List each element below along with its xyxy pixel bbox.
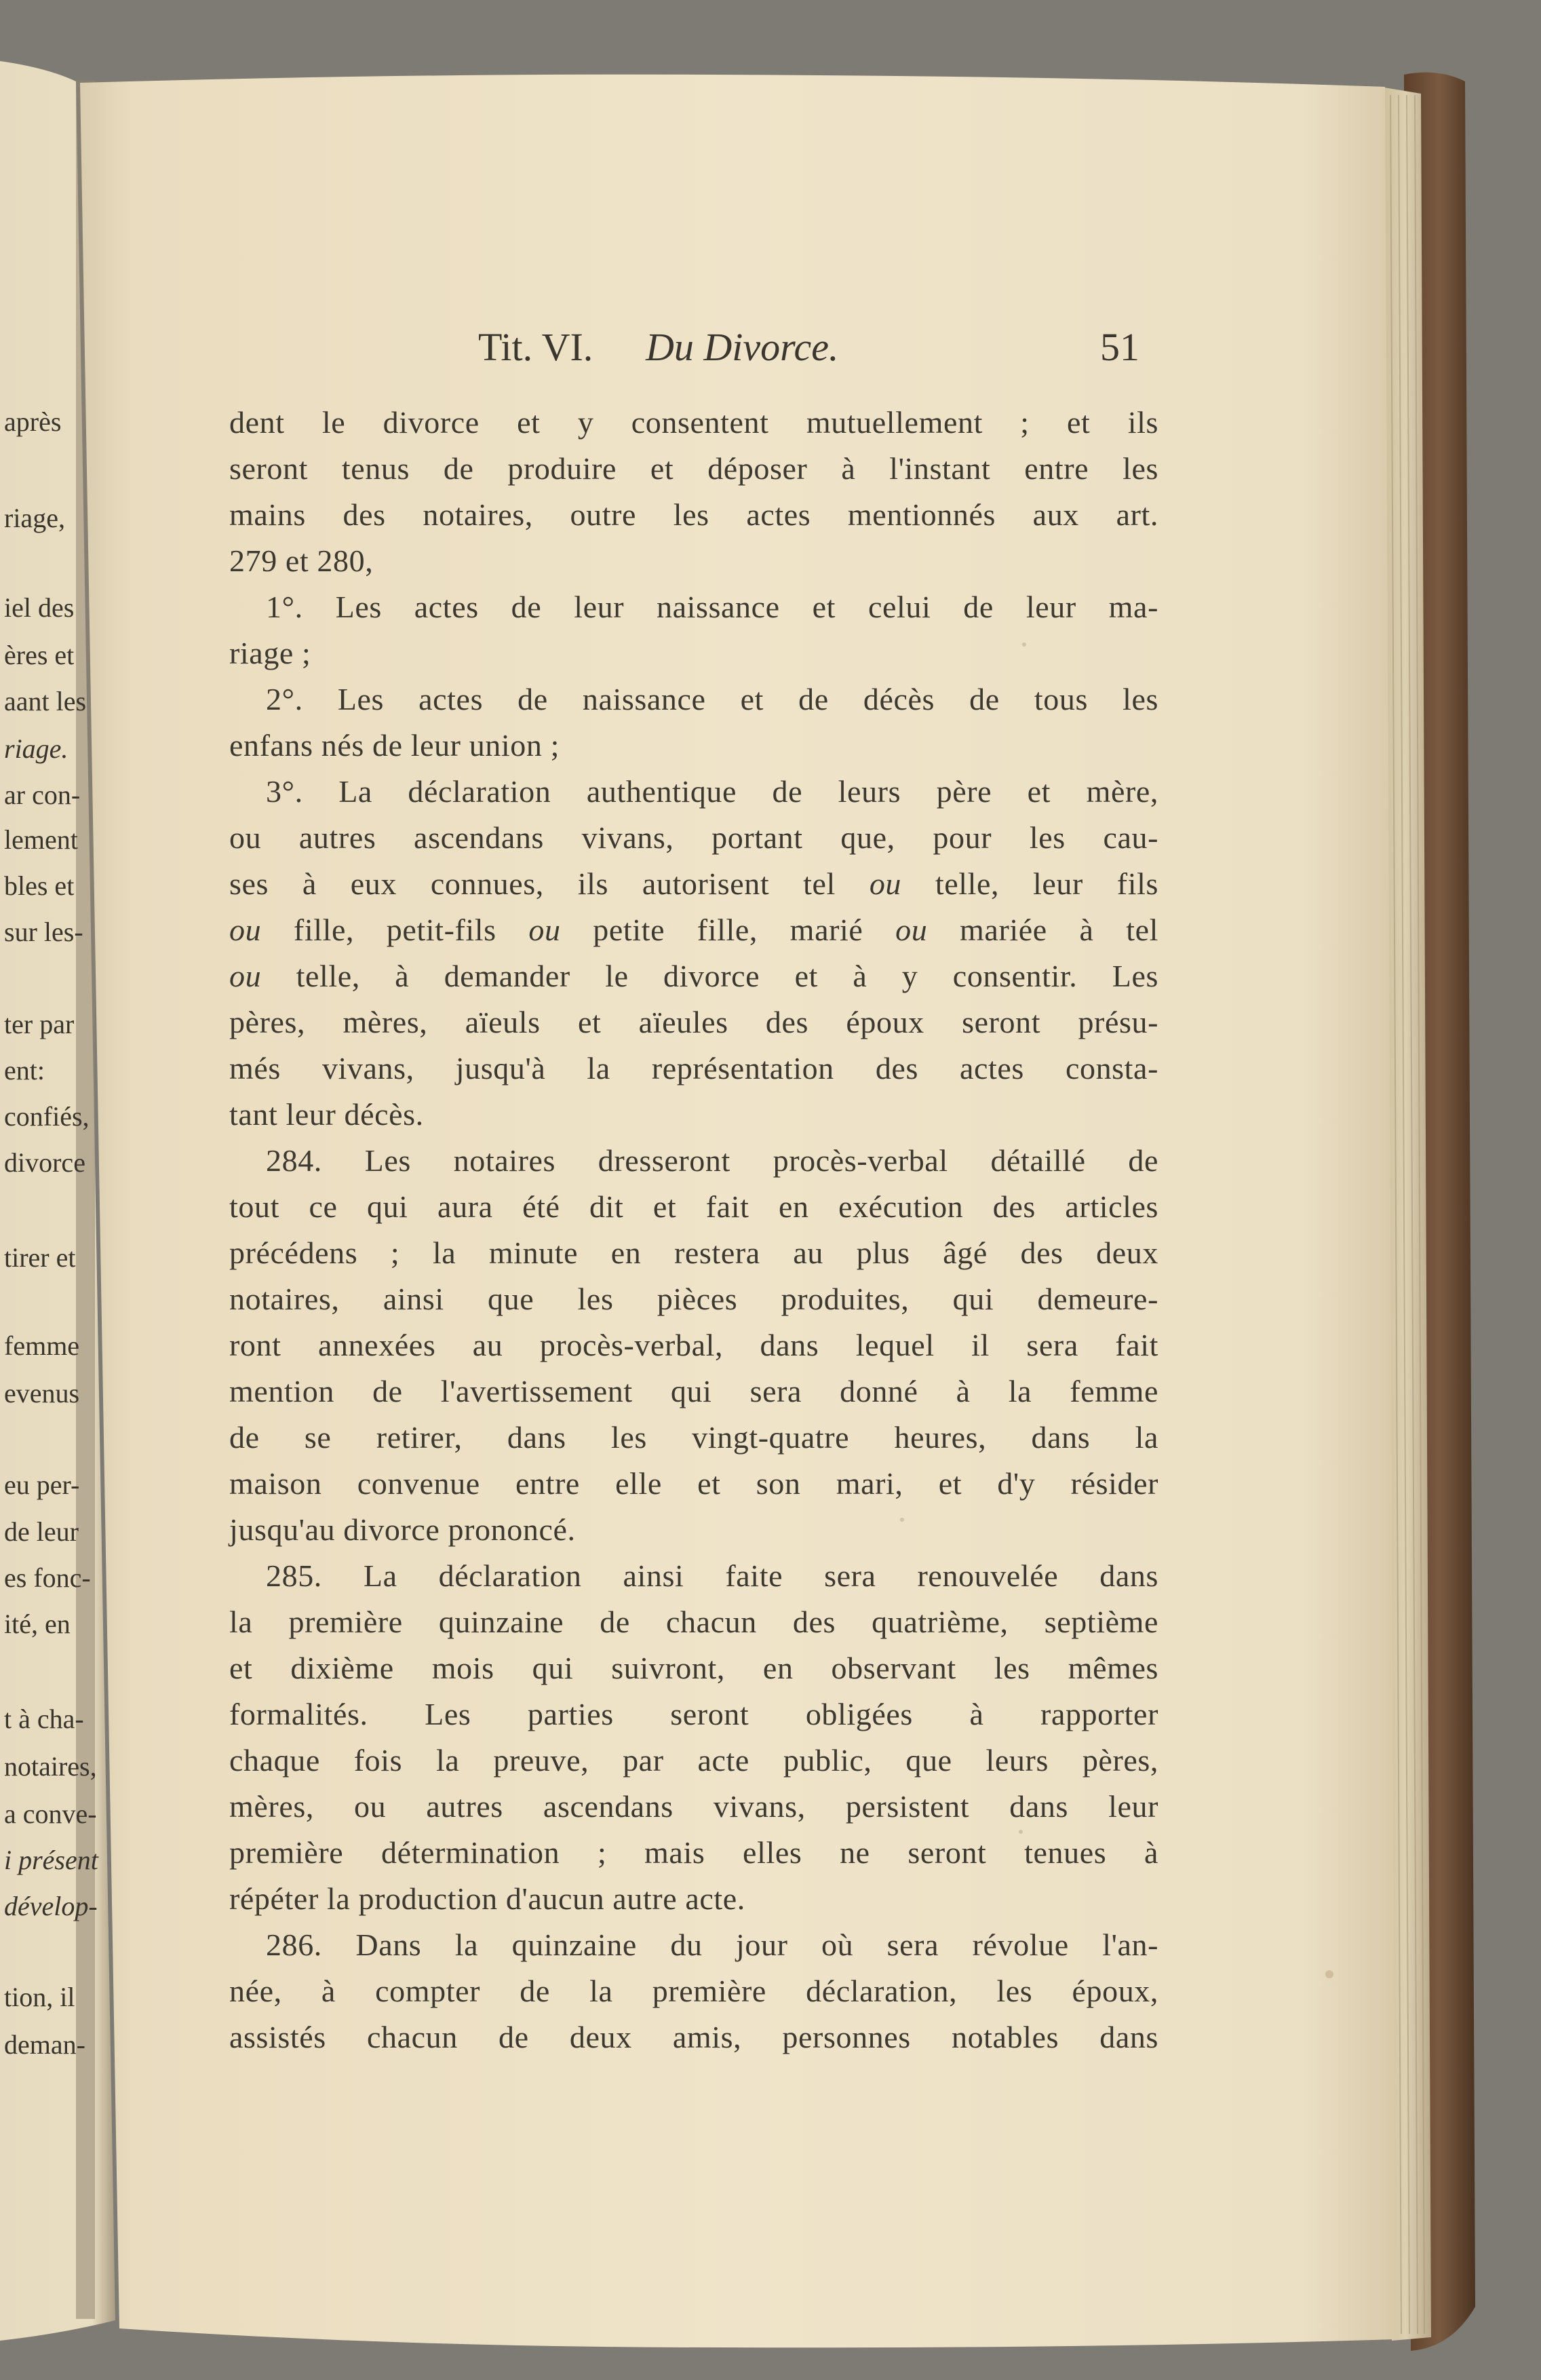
left-fragment: bles et xyxy=(4,870,75,901)
left-fragment: de leur xyxy=(4,1516,79,1547)
text-line: tant leur décès. xyxy=(229,1097,424,1132)
text-line: 3°. La déclaration authentique de leurs père et mère, xyxy=(266,774,1158,809)
left-fragment: es fonc- xyxy=(4,1562,91,1593)
text-line: mains des notaires, outre les actes mentionnés aux art. xyxy=(229,497,1158,532)
left-fragment: confiés, xyxy=(4,1101,90,1132)
text-line: 279 et 280, xyxy=(229,543,374,578)
text-line: assistés chacun de deux amis, personnes notables dans xyxy=(229,2020,1158,2054)
text-line: mention de l'avertissement qui sera donné à la femme xyxy=(229,1374,1158,1408)
text-line: 286. Dans la quinzaine du jour où sera révolue l'an- xyxy=(266,1927,1158,1962)
text-line: 285. La déclaration ainsi faite sera renouvelée dans xyxy=(266,1558,1158,1593)
text-line: née, à compter de la première déclaration, les époux, xyxy=(229,1974,1158,2008)
text-line: ront annexées au procès-verbal, dans lequel il sera fait xyxy=(229,1328,1158,1362)
text-line: pères, mères, aïeuls et aïeules des époux seront présu- xyxy=(229,1005,1158,1039)
text-line: de se retirer, dans les vingt-quatre heures, dans la xyxy=(229,1420,1158,1455)
text-line: première détermination ; mais elles ne seront tenues à xyxy=(229,1835,1158,1870)
text-line: riage ; xyxy=(229,636,311,670)
left-fragment: eu per- xyxy=(4,1470,80,1500)
text-line: ses à eux connues, ils autorisent tel ou telle, leur fils xyxy=(229,866,1158,901)
left-fragment: t à cha- xyxy=(4,1704,84,1734)
left-fragment: divorce xyxy=(4,1147,85,1178)
left-fragment: deman- xyxy=(4,2029,85,2060)
left-fragment: riage, xyxy=(4,503,65,533)
text-line: maison convenue entre elle et son mari, et d'y résider xyxy=(229,1466,1158,1501)
left-fragment: ent: xyxy=(4,1055,45,1086)
left-fragment: ères et xyxy=(4,640,75,670)
italic-title: Du Divorce. xyxy=(646,325,839,369)
left-fragment: lement xyxy=(4,824,78,855)
text-line: précédens ; la minute en restera au plus âgé des deux xyxy=(229,1235,1158,1270)
text-line: 1°. Les actes de leur naissance et celui de leur ma- xyxy=(266,590,1158,624)
left-fragment: notaires, xyxy=(4,1751,97,1782)
text-line: formalités. Les parties seront obligées à rapporter xyxy=(229,1697,1158,1731)
running-title: Tit. VI. xyxy=(478,325,593,369)
left-fragment: a conve- xyxy=(4,1799,97,1829)
text-line: 284. Les notaires dresseront procès-verbal détaillé de xyxy=(266,1143,1158,1178)
text-line: jusqu'au divorce prononcé. xyxy=(229,1512,576,1547)
text-line: la première quinzaine de chacun des quatrième, septième xyxy=(229,1605,1158,1639)
left-fragment: dévelop- xyxy=(4,1891,98,1921)
page-number: 51 xyxy=(1100,325,1139,369)
left-fragment: ter par xyxy=(4,1009,75,1039)
text-line: mères, ou autres ascendans vivans, persistent dans leur xyxy=(229,1789,1158,1824)
left-fragment: femme xyxy=(4,1330,80,1361)
text-line: tout ce qui aura été dit et fait en exécution des articles xyxy=(229,1189,1158,1224)
text-line: répéter la production d'aucun autre acte. xyxy=(229,1881,745,1916)
left-fragment: aant les xyxy=(4,686,87,716)
text-line: ou telle, à demander le divorce et à y consentir. Les xyxy=(229,959,1158,993)
left-fragment: iel des xyxy=(4,592,75,623)
left-fragment: evenus xyxy=(4,1378,80,1408)
text-line: ou autres ascendans vivans, portant que, pour les cau- xyxy=(229,820,1158,855)
left-fragment: sur les- xyxy=(4,917,83,947)
left-fragment: tion, il xyxy=(4,1982,75,2012)
text-line: chaque fois la preuve, par acte public, que leurs pères, xyxy=(229,1743,1158,1778)
left-fragment: ar con- xyxy=(4,780,81,810)
text-line: enfans nés de leur union ; xyxy=(229,728,560,763)
left-fragment: ité, en xyxy=(4,1609,71,1639)
left-fragment: riage. xyxy=(4,733,69,764)
text-line: notaires, ainsi que les pièces produites, qui demeure- xyxy=(229,1282,1158,1316)
left-fragment: après xyxy=(4,406,62,437)
text-line: et dixième mois qui suivront, en observant les mêmes xyxy=(229,1651,1158,1685)
text-line: dent le divorce et y consentent mutuellement ; et ils xyxy=(229,405,1158,440)
left-fragment: i présent xyxy=(4,1845,98,1875)
text-line: ou fille, petit-fils ou petite fille, marié ou mariée à tel xyxy=(229,913,1158,947)
text-line: més vivans, jusqu'à la représentation des actes consta- xyxy=(229,1051,1158,1086)
text-line: 2°. Les actes de naissance et de décès de tous les xyxy=(266,682,1158,716)
left-fragment: tirer et xyxy=(4,1242,76,1273)
text-line: seront tenus de produire et déposer à l'instant entre les xyxy=(229,451,1158,486)
